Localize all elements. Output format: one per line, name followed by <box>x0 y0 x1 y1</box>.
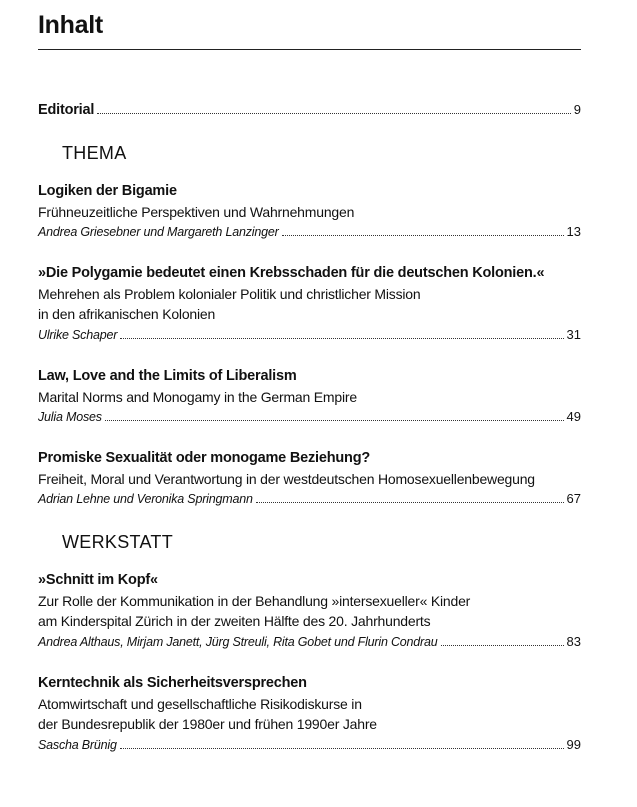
toc-entry[interactable] <box>38 366 581 428</box>
toc-entry-editorial[interactable] <box>38 100 581 121</box>
toc-entry[interactable] <box>38 673 581 755</box>
entry-author-row <box>38 325 581 346</box>
entry-subtitle: in den afrikanischen Kolonien <box>38 306 216 322</box>
entry-subtitle: der Bundesrepublik der 1980er und frühen 1990er Jahre <box>38 716 377 732</box>
entry-subtitle: Freiheit, Moral und Verantwortung in der westdeutschen Homosexuellenbewegung <box>38 470 535 487</box>
section-heading-thema: THEMA <box>62 143 127 163</box>
entry-title: Law, Love and the Limits of Liberalism <box>38 368 297 384</box>
entry-author-row <box>38 407 581 428</box>
dot-leader <box>441 645 564 646</box>
toc-entry[interactable] <box>38 263 581 345</box>
entry-title: Kerntechnik als Sicherheitsversprechen <box>38 675 307 691</box>
toc-entry[interactable] <box>38 570 581 652</box>
toc-entry[interactable] <box>38 448 581 510</box>
section-heading-werkstatt: WERKSTATT <box>62 532 174 552</box>
toc-entry[interactable] <box>38 181 581 243</box>
entry-subtitle: Atomwirtschaft und gesellschaftliche Risikodiskurse in <box>38 695 362 712</box>
entry-title: »Die Polygamie bedeutet einen Krebsschaden für die deutschen Kolonien.« <box>38 265 545 281</box>
page-number: 83 <box>566 633 581 649</box>
toc-editorial[interactable] <box>38 100 581 121</box>
entry-title: Editorial <box>38 102 95 118</box>
dot-leader <box>120 748 564 749</box>
entry-subtitle: Marital Norms and Monogamy in the German Empire <box>38 388 357 405</box>
entry-authors: Adrian Lehne und Veronika Springmann <box>38 492 253 506</box>
entry-title: Logiken der Bigamie <box>38 183 177 199</box>
entry-subtitle: Mehrehen als Problem kolonialer Politik und christlicher Mission <box>38 285 421 302</box>
entry-subtitle: am Kinderspital Zürich in der zweiten Hälfte des 20. Jahrhunderts <box>38 613 431 629</box>
entry-subtitle: Frühneuzeitliche Perspektiven und Wahrnehmungen <box>38 203 355 220</box>
entry-title: »Schnitt im Kopf« <box>38 572 158 588</box>
dot-leader <box>97 113 571 114</box>
entry-authors: Julia Moses <box>38 410 102 424</box>
page-number: 13 <box>566 224 581 239</box>
dot-leader <box>282 235 564 236</box>
page-number: 67 <box>566 491 581 506</box>
entry-title: Promiske Sexualität oder monogame Beziehung? <box>38 450 371 466</box>
entry-author-row <box>38 489 581 510</box>
page-number: 31 <box>566 326 581 342</box>
page-number: 9 <box>573 102 581 117</box>
entry-authors: Andrea Griesebner und Margareth Lanzinger <box>38 225 279 239</box>
entry-subtitle: Zur Rolle der Kommunikation in der Behandlung »intersexueller« Kinder <box>38 592 471 609</box>
entry-authors: Sascha Brünig <box>38 737 117 752</box>
dot-leader <box>256 502 564 503</box>
entry-author-row <box>38 632 581 653</box>
entry-author-row <box>38 222 581 243</box>
entry-authors: Andrea Althaus, Mirjam Janett, Jürg Streuli, Rita Gobet und Flurin Condrau <box>38 634 438 649</box>
title-divider <box>38 49 581 50</box>
page-number: 49 <box>566 409 581 424</box>
dot-leader <box>105 420 564 421</box>
page-title: Inhalt <box>38 11 103 39</box>
entry-authors: Ulrike Schaper <box>38 327 118 342</box>
entry-author-row <box>38 735 581 756</box>
dot-leader <box>120 338 563 339</box>
page-number: 99 <box>566 736 581 752</box>
